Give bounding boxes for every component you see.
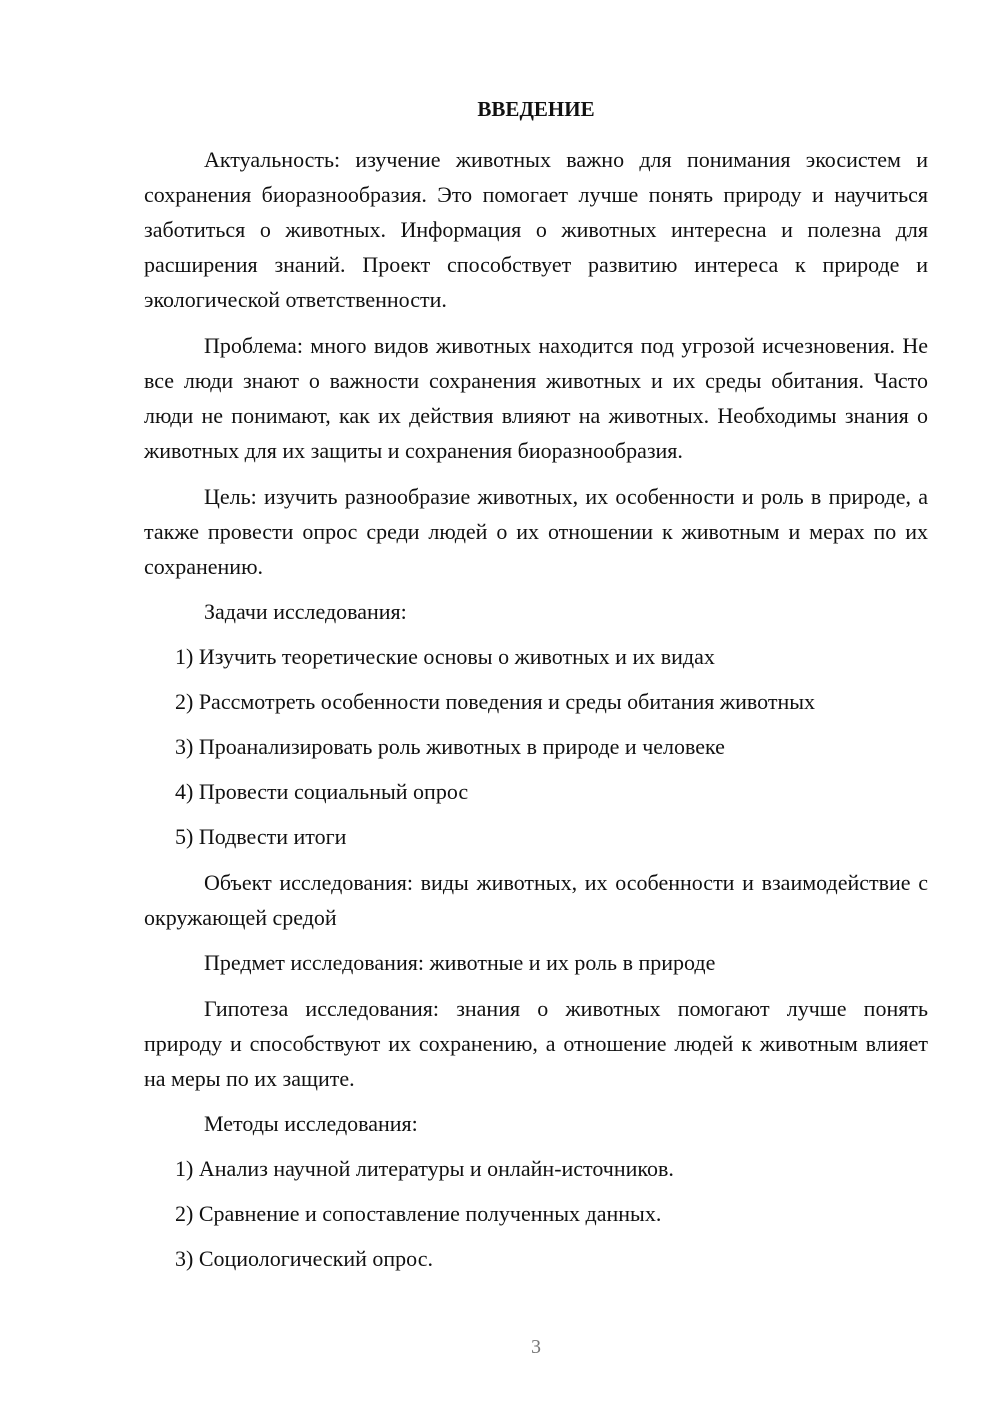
task-item: 2) Рассмотреть особенности поведения и среды обитания животных	[175, 689, 815, 714]
tasks-list	[144, 640, 928, 854]
tasks-heading: Задачи исследования:	[204, 599, 407, 624]
task-item: 4) Провести социальный опрос	[175, 779, 469, 804]
task-item: 3) Проанализировать роль животных в природе и человеке	[175, 734, 725, 759]
relevance-paragraph: Актуальность: изучение животных важно для понимания экосистем и сохранения биоразнообразия. Это помогает лучше понять природу и научиться заботиться о животных. Информация о животных интересна и полезна для расширения знаний. Проект способствует развитию интереса к природе и экологической ответственности.	[144, 147, 928, 312]
methods-list	[144, 1152, 928, 1276]
subject-line: Предмет исследования: животные и их роль в природе	[204, 950, 716, 975]
section-title: ВВЕДЕНИЕ	[477, 97, 595, 121]
method-item: 2) Сравнение и сопоставление полученных данных.	[175, 1201, 662, 1226]
task-item: 5) Подвести итоги	[175, 824, 347, 849]
goal-paragraph: Цель: изучить разнообразие животных, их особенности и роль в природе, а также провести опрос среди людей о их отношении к животным и мерах по их сохранению.	[144, 484, 928, 579]
document-page	[144, 92, 928, 1287]
task-item: 1) Изучить теоретические основы о животных и их видах	[175, 644, 715, 669]
hypothesis-paragraph: Гипотеза исследования: знания о животных помогают лучше понять природу и способствуют их сохранению, а отношение людей к животным влияет на меры по их защите.	[144, 996, 928, 1091]
page-number: 3	[531, 1336, 541, 1358]
problem-paragraph: Проблема: много видов животных находится под угрозой исчезновения. Не все люди знают о важности сохранения животных и их среды обитания. Часто люди не понимают, как их действия влияют на животных. Необходимы знания о животных для их защиты и сохранения биоразнообразия.	[144, 333, 928, 463]
object-paragraph: Объект исследования: виды животных, их особенности и взаимодействие с окружающей средой	[144, 870, 928, 930]
method-item: 1) Анализ научной литературы и онлайн-источников.	[175, 1156, 674, 1181]
method-item: 3) Социологический опрос.	[175, 1246, 433, 1271]
methods-heading: Методы исследования:	[204, 1111, 418, 1136]
